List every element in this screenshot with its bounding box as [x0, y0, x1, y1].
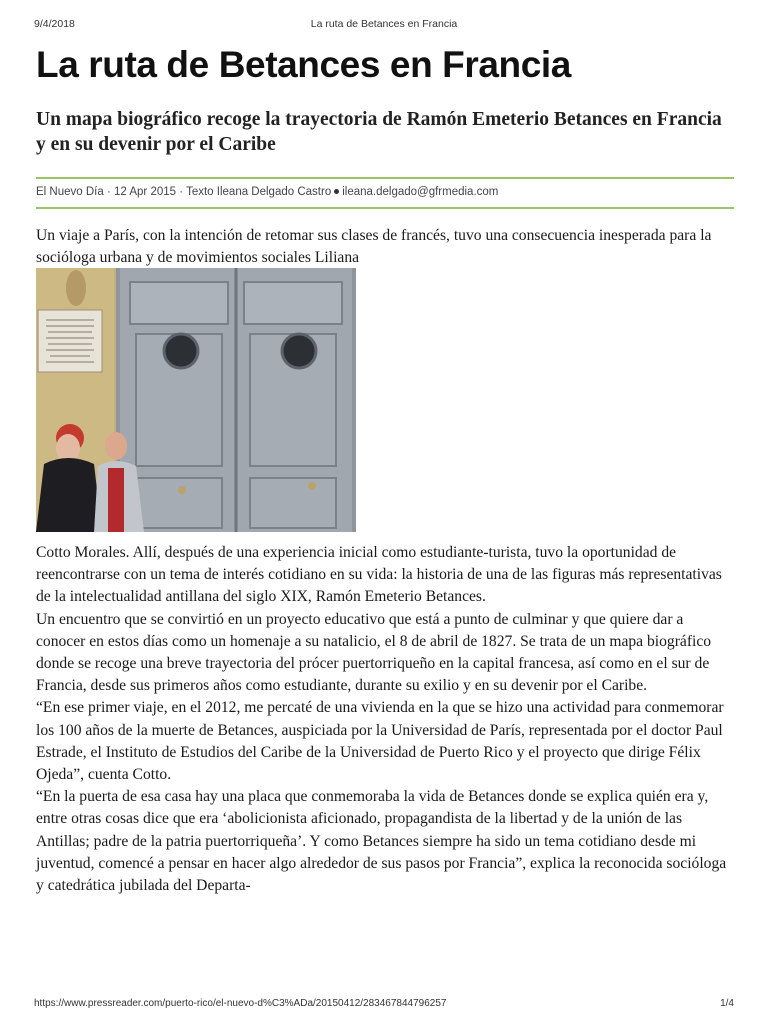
divider-top — [36, 177, 734, 179]
byline-separator: · — [106, 186, 111, 198]
byline-email[interactable]: ileana.delgado@gfrmedia.com — [342, 186, 499, 198]
byline-separator: · — [179, 186, 184, 198]
article-paragraph: “En la puerta de esa casa hay una placa que conmemoraba la vida de Betances donde se explica quién era y, entre otras cosas dice que era ‘abolicionista aficionado, propagandista de la libertad y de la unión de las Antillas; padre de la patria puertorriqueña’. Y como Betances siempre ha sido un tema cotidiano desde mi juventud, comencé a pensar en hacer algo alrededor de sus pasos por Francia”, explica la reconocida socióloga y catedrática jubilada del Departa- — [36, 788, 727, 895]
byline-date: 12 Apr 2015 — [114, 186, 177, 198]
byline-author: Texto Ileana Delgado Castro — [186, 186, 332, 198]
article-paragraph: Cotto Morales. Allí, después de una experiencia inicial como estudiante-turista, tuvo la oportunidad de reencontrarse con un tema de interés cotidiano en su vida: la historia de una de las figuras más representativas de la intelectualidad antillana del siglo XIX, Ramón Emeterio Betances. — [36, 544, 722, 606]
print-date: 9/4/2018 — [34, 18, 75, 30]
print-footer — [34, 998, 734, 1012]
page-number: 1/4 — [720, 998, 734, 1009]
print-url: https://www.pressreader.com/puerto-rico/el-nuevo-d%C3%ADa/20150412/283467844796257 — [34, 998, 447, 1009]
article-headline: La ruta de Betances en Francia — [36, 44, 571, 85]
divider-bottom — [36, 207, 734, 209]
print-document-title: La ruta de Betances en Francia — [310, 18, 458, 30]
bullet-icon — [334, 189, 339, 194]
article-paragraph: “En ese primer viaje, en el 2012, me percaté de una vivienda en la que se hizo una actividad para conmemorar los 100 años de la muerte de Betances, auspiciada por la Universidad de París, representada por el doctor Paul Estrade, el Instituto de Estudios del Caribe de la Universidad de Puerto Rico y el proyecto que dirige Félix Ojeda”, cuenta Cotto. — [36, 699, 724, 784]
article-byline — [36, 186, 734, 198]
article-intro: Un viaje a París, con la intención de retomar sus clases de francés, tuvo una consecuencia inesperada para la socióloga urbana y de movimientos sociales Liliana — [36, 227, 712, 267]
byline-publication: El Nuevo Día — [36, 186, 104, 198]
print-header — [34, 18, 734, 32]
article-paragraph: Un encuentro que se convirtió en un proyecto educativo que está a punto de culminar y que quiere dar a conocer en estos días como un homenaje a su natalicio, el 8 de abril de 1827. Se trata de un mapa biográfico donde se recoge una breve trayectoria del prócer puertorriqueño en la capital francesa, así como en el sur de Francia, desde sus primeros años como estudiante, durante su exilio y en su devenir por el Caribe. — [36, 610, 712, 695]
article-body — [36, 542, 734, 897]
article-subheadline: Un mapa biográfico recoge la trayectoria de Ramón Emeterio Betances en Francia y en su devenir por el Caribe — [36, 109, 722, 155]
article-photo — [36, 268, 356, 532]
